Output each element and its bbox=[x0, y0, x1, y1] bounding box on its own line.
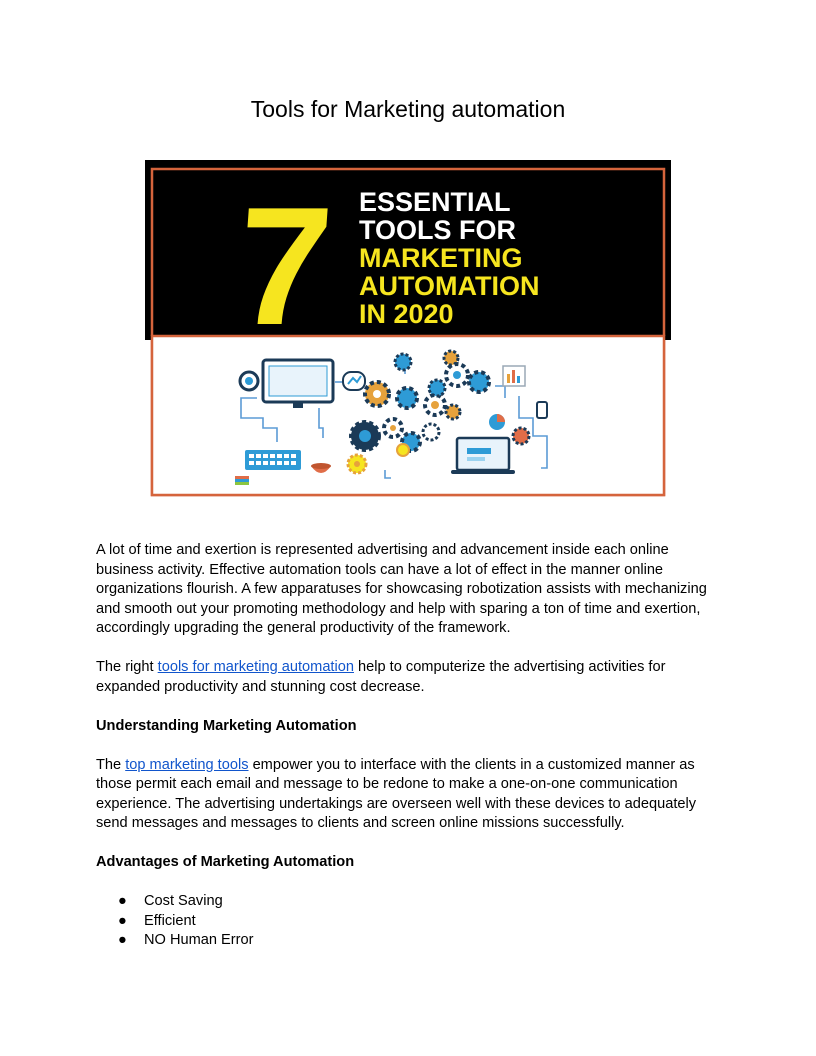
banner-line-5: IN 2020 bbox=[359, 299, 454, 329]
banner-number: 7 bbox=[231, 172, 338, 360]
page-title: Tools for Marketing automation bbox=[250, 96, 566, 122]
paragraph-tools: The right tools for marketing automation help to computerize the advertising activities for expanded productivity and stunning cost decrease. bbox=[96, 659, 666, 695]
hero-image bbox=[145, 160, 671, 500]
bullet-icon: ● bbox=[118, 912, 127, 929]
banner-line-4: AUTOMATION bbox=[359, 271, 540, 301]
banner-line-1: ESSENTIAL bbox=[359, 187, 511, 217]
bullet-icon: ● bbox=[118, 893, 127, 909]
tools-for-marketing-automation-link[interactable]: tools for marketing automation bbox=[157, 659, 354, 675]
bullet-icon: ● bbox=[118, 932, 127, 948]
chart-badge-icon bbox=[343, 372, 365, 390]
books-icon bbox=[235, 476, 249, 485]
laptop-icon bbox=[451, 438, 515, 474]
paragraph-top-tools: The top marketing tools empower you to interface with the clients in a customized manner as those permit each email and message to be redone to make a one-on-one communication experience. The advertising undertakings are overseen well with these devices to adequately send messages and messages to clients and screen online missions successfully. bbox=[96, 756, 697, 831]
advantages-list bbox=[96, 892, 726, 951]
article-body bbox=[96, 541, 726, 951]
heading-advantages: Advantages of Marketing Automation bbox=[96, 854, 355, 870]
list-item: ● Cost Saving bbox=[96, 892, 726, 912]
list-item: ● Efficient bbox=[96, 912, 726, 932]
heading-understanding: Understanding Marketing Automation bbox=[96, 717, 357, 734]
top-marketing-tools-link[interactable]: top marketing tools bbox=[125, 756, 249, 773]
report-icon bbox=[503, 366, 525, 386]
list-item: ● NO Human Error bbox=[96, 931, 726, 951]
banner-line-2: TOOLS FOR bbox=[359, 215, 517, 245]
intro-paragraph: A lot of time and exertion is represented advertising and advancement inside each online business activity. Effective automation tools can have a lot of effect in the manner online organizations flourish. A few apparatuses for showcasing robotization assists with mechanizing and smooth out your promoting methodology and help with sparing a ton of time and exertion, accordingly upgrading the general productivity of the framework. bbox=[96, 542, 707, 636]
pie-chart-icon bbox=[489, 414, 505, 430]
keyboard-icon bbox=[245, 450, 301, 470]
monitor-icon bbox=[263, 360, 333, 408]
phone-icon bbox=[537, 402, 547, 418]
banner-line-3: MARKETING bbox=[359, 243, 523, 273]
